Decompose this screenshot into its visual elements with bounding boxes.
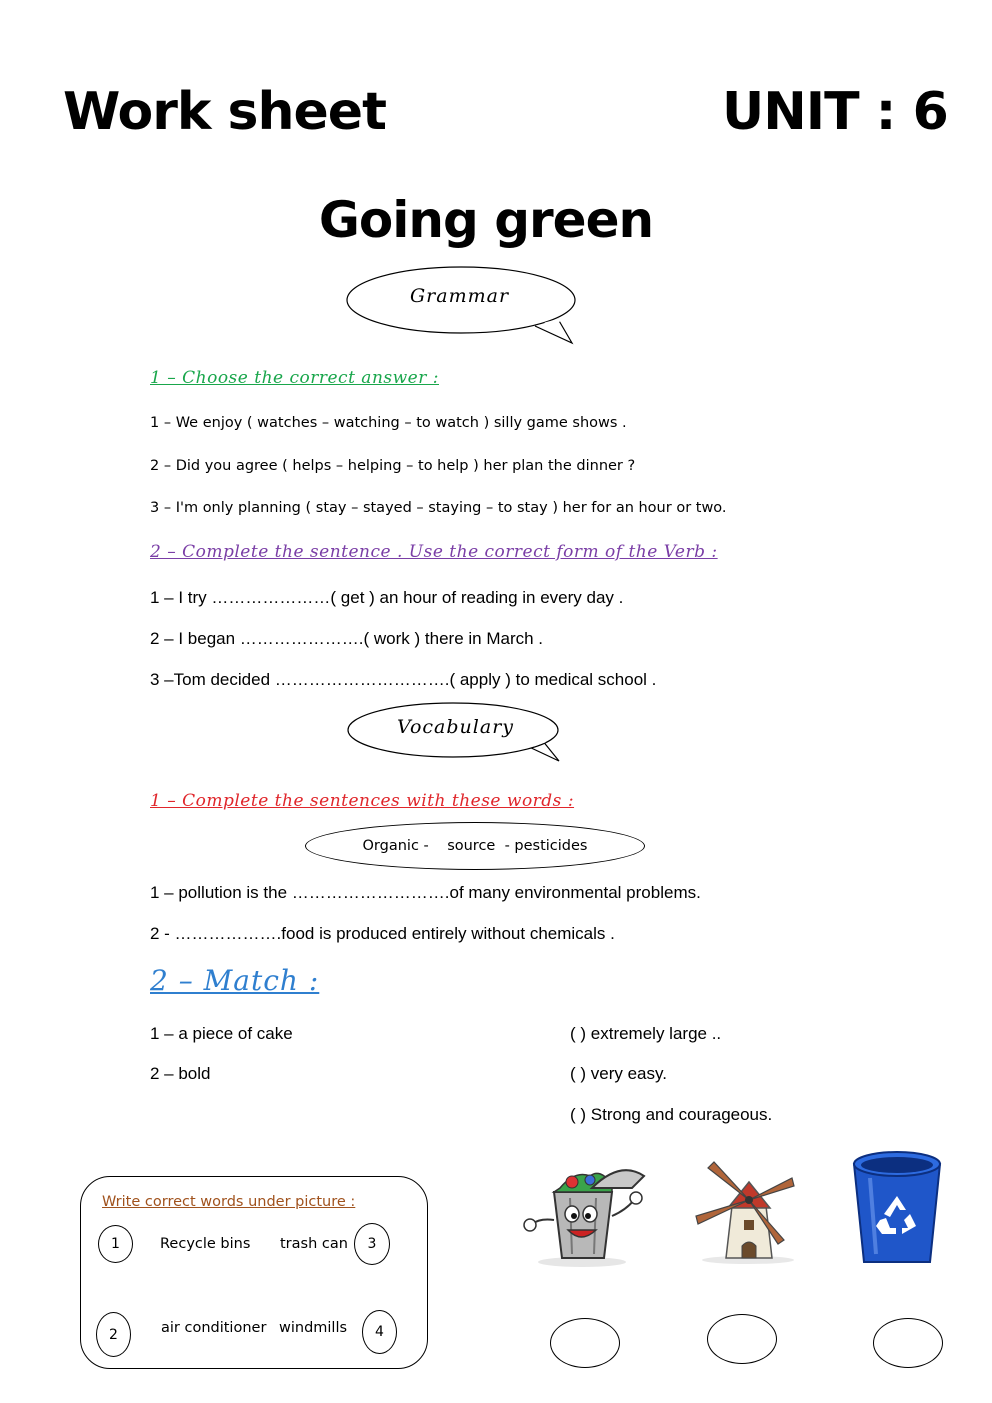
verb-q3: 3 –Tom decided ………………………….( apply ) to medical school . — [150, 670, 657, 689]
vocab-q2: 2 - ……………….food is produced entirely without chemicals . — [150, 924, 615, 943]
page-title: Going green — [318, 191, 654, 249]
word-trash-can: trash can — [280, 1236, 348, 1252]
picture-task-title: Write correct words under picture : — [102, 1194, 356, 1210]
grammar-label: Grammar — [410, 285, 510, 307]
windmill-picture — [688, 1158, 802, 1268]
match-right-3: ( ) Strong and courageous. — [570, 1105, 773, 1124]
match-left-2: 2 – bold — [150, 1064, 211, 1083]
grammar-speech-bubble — [340, 262, 590, 352]
match-left-1: 1 – a piece of cake — [150, 1024, 293, 1043]
word-air-conditioner: air conditioner — [161, 1320, 267, 1336]
word-bank: Organic - source - pesticides — [305, 822, 645, 870]
number-circle-1: 1 — [98, 1225, 133, 1263]
trash-can-cartoon-picture — [520, 1158, 654, 1270]
match-right-1: ( ) extremely large .. — [570, 1024, 722, 1043]
grammar-q2: 2 – Did you agree ( helps – helping – to help ) her plan the dinner ? — [150, 458, 636, 474]
verb-q2: 2 – I began ………………….( work ) there in March . — [150, 629, 544, 648]
number-circle-4: 4 — [362, 1310, 397, 1354]
number-circle-3: 3 — [354, 1223, 390, 1265]
grammar-section1-heading: 1 – Choose the correct answer : — [150, 368, 439, 388]
match-right-2: ( ) very easy. — [570, 1064, 667, 1083]
answer-oval-3[interactable] — [873, 1318, 943, 1368]
answer-oval-2[interactable] — [707, 1314, 777, 1364]
worksheet-title: Work sheet — [63, 82, 386, 142]
recycle-bin-picture — [848, 1148, 946, 1270]
vocabulary-label: Vocabulary — [397, 716, 515, 738]
vocab-q1: 1 – pollution is the ……………………….of many environmental problems. — [150, 883, 701, 902]
number-circle-2: 2 — [96, 1312, 131, 1357]
grammar-q3: 3 – I'm only planning ( stay – stayed – staying – to stay ) her for an hour or two. — [150, 500, 727, 516]
match-heading: 2 – Match : — [150, 964, 320, 997]
verb-q1: 1 – I try …………………( get ) an hour of reading in every day . — [150, 588, 624, 607]
word-recycle-bins: Recycle bins — [160, 1236, 251, 1252]
grammar-section2-heading: 2 – Complete the sentence . Use the correct form of the Verb : — [150, 542, 718, 562]
word-windmills: windmills — [279, 1320, 348, 1336]
grammar-q1: 1 – We enjoy ( watches – watching – to watch ) silly game shows . — [150, 415, 627, 431]
unit-title: UNIT : 6 — [722, 82, 948, 142]
answer-oval-1[interactable] — [550, 1318, 620, 1368]
vocab-section1-heading: 1 – Complete the sentences with these words : — [150, 791, 575, 811]
